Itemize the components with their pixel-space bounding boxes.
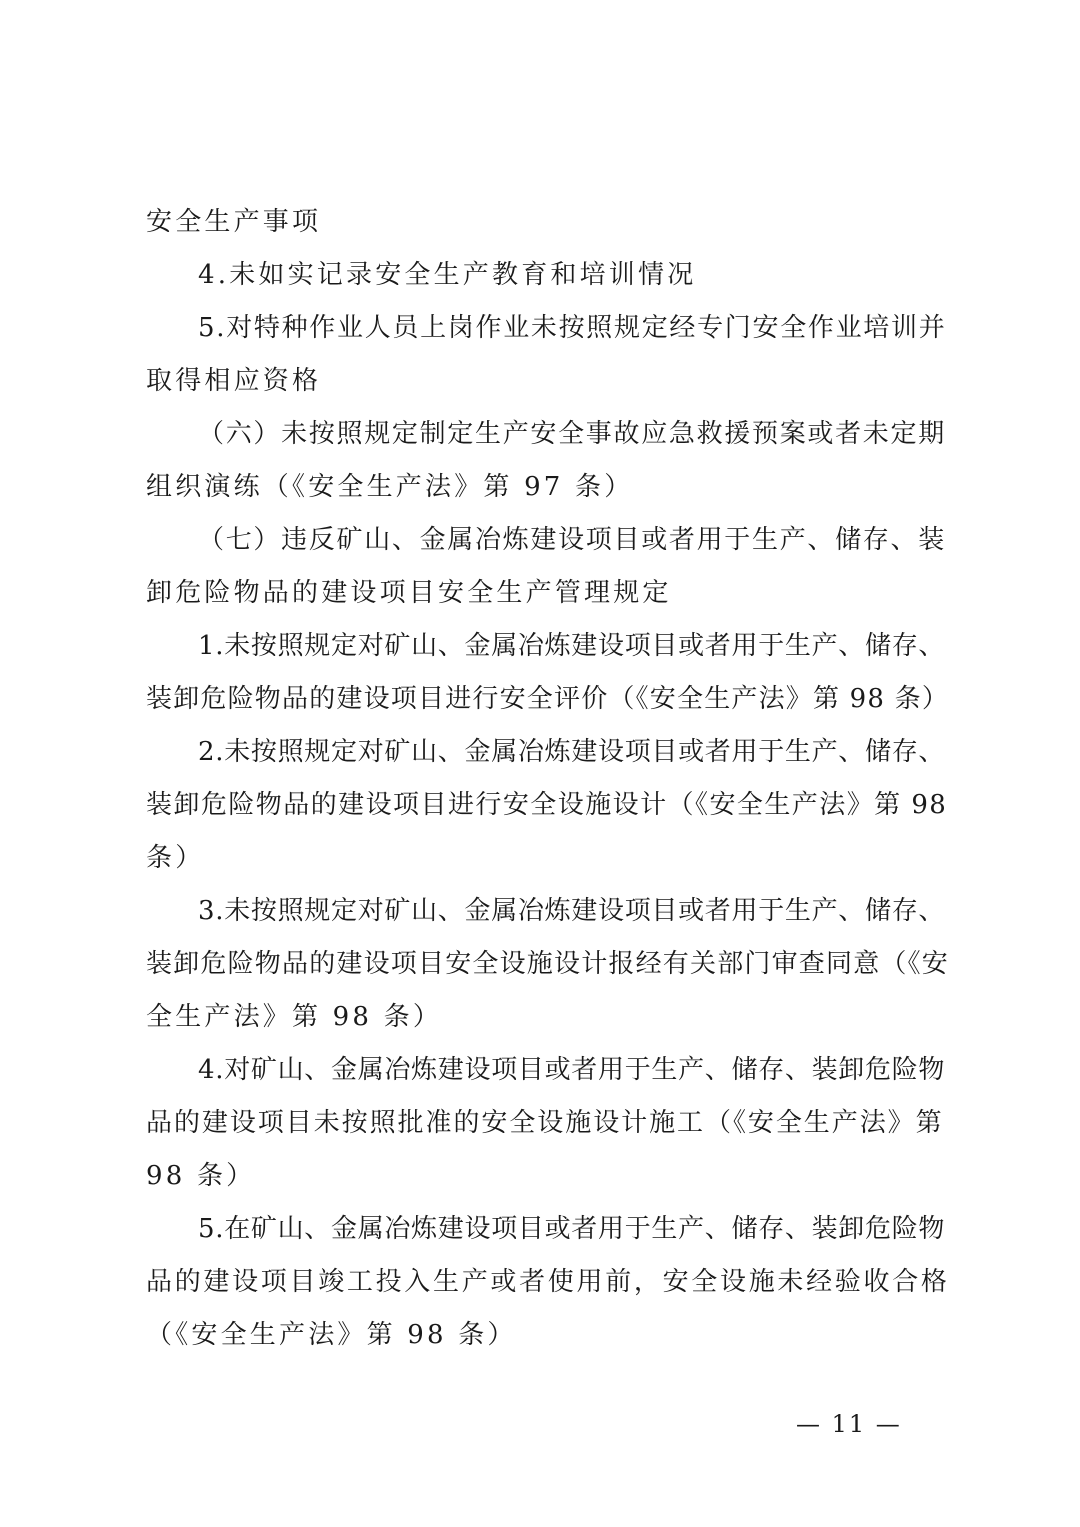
page-number: — 11 —	[796, 1410, 902, 1438]
text-line: 5.在矿山、金属冶炼建设项目或者用于生产、储存、装卸危险物	[198, 1214, 946, 1244]
text-line: 3.未按照规定对矿山、金属冶炼建设项目或者用于生产、储存、	[198, 896, 946, 926]
text-line: 组织演练（《安全生产法》第 97 条）	[146, 472, 634, 502]
text-line: 卸危险物品的建设项目安全生产管理规定	[146, 578, 672, 608]
text-line: 4.对矿山、金属冶炼建设项目或者用于生产、储存、装卸危险物	[198, 1055, 946, 1085]
text-line: 取得相应资格	[146, 366, 322, 396]
text-line: 装卸危险物品的建设项目进行安全评价（《安全生产法》第 98 条）	[146, 684, 950, 714]
text-line: 4.未如实记录安全生产教育和培训情况	[198, 260, 697, 290]
text-line: （七）违反矿山、金属冶炼建设项目或者用于生产、储存、装	[198, 525, 946, 555]
text-line: 品的建设项目未按照批准的安全设施设计施工（《安全生产法》第	[146, 1108, 944, 1138]
text-line: 5.对特种作业人员上岗作业未按照规定经专门安全作业培训并	[198, 313, 947, 343]
text-line: 98 条）	[146, 1161, 256, 1191]
text-line: 装卸危险物品的建设项目进行安全设施设计（《安全生产法》第 98	[146, 790, 948, 820]
text-line: （《安全生产法》第 98 条）	[146, 1320, 517, 1350]
text-line: 装卸危险物品的建设项目安全设施设计报经有关部门审查同意（《安	[146, 949, 950, 979]
text-line: （六）未按照规定制定生产安全事故应急救援预案或者未定期	[198, 419, 946, 449]
text-line: 条）	[146, 843, 205, 873]
text-line: 1.未按照规定对矿山、金属冶炼建设项目或者用于生产、储存、	[198, 631, 946, 661]
text-line: 全生产法》第 98 条）	[146, 1002, 443, 1032]
text-line: 安全生产事项	[146, 207, 322, 237]
text-line: 品的建设项目竣工投入生产或者使用前，安全设施未经验收合格	[146, 1267, 950, 1297]
text-line: 2.未按照规定对矿山、金属冶炼建设项目或者用于生产、储存、	[198, 737, 946, 767]
